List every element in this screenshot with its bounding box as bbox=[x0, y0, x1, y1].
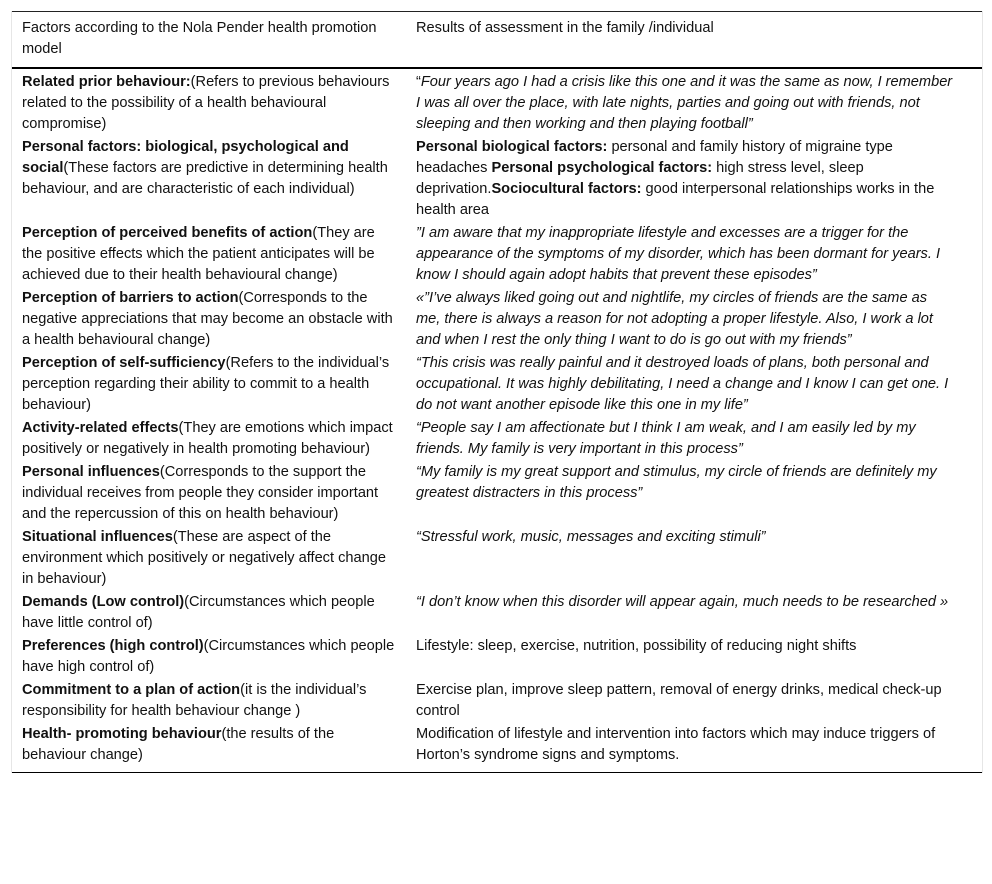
result-quote: “People say I am affectionate but I think I am weak, and I am easily led by my friends. My family is very important in this process” bbox=[416, 420, 916, 457]
table-body bbox=[12, 68, 982, 773]
factor-description: (These are aspect of the environment which positively or negatively affect change in behaviour) bbox=[22, 529, 386, 587]
result-quote: “I don’t know when this disorder will appear again, much needs to be researched » bbox=[416, 594, 949, 610]
table-row bbox=[12, 136, 982, 222]
factor-cell bbox=[12, 222, 406, 287]
factor-cell bbox=[12, 679, 406, 723]
factor-cell bbox=[12, 526, 406, 591]
table-row bbox=[12, 222, 982, 287]
factor-title: Demands (Low control) bbox=[22, 594, 185, 610]
factor-title: Situational influences bbox=[22, 529, 173, 545]
factor-cell bbox=[12, 352, 406, 417]
factor-title: Perception of perceived benefits of action bbox=[22, 225, 313, 241]
header-results: Results of assessment in the family /individual bbox=[416, 20, 714, 36]
result-text-sociocultural: good interpersonal relationships works in the health area bbox=[416, 181, 935, 218]
result-quote-open: “ bbox=[416, 74, 421, 90]
factor-title: Perception of self-sufficiency bbox=[22, 355, 226, 371]
result-cell bbox=[406, 417, 982, 461]
header-row bbox=[12, 12, 982, 69]
factor-description: (it is the individual’s responsibility for health behaviour change ) bbox=[22, 682, 367, 719]
factor-title: Related prior behaviour: bbox=[22, 74, 191, 90]
result-quote: “My family is my great support and stimulus, my circle of friends are definitely my greatest distracters in this process” bbox=[416, 464, 937, 501]
factor-title: Personal influences bbox=[22, 464, 160, 480]
result-cell bbox=[406, 723, 982, 773]
factor-description: (Circumstances which people have high control of) bbox=[22, 638, 395, 675]
factor-title: Commitment to a plan of action bbox=[22, 682, 241, 698]
table-row bbox=[12, 679, 982, 723]
table-row bbox=[12, 723, 982, 773]
result-cell bbox=[406, 635, 982, 679]
factor-title: Perception of barriers to action bbox=[22, 290, 239, 306]
table-row bbox=[12, 287, 982, 352]
result-text-biological: personal and family history of migraine type headaches bbox=[416, 139, 893, 176]
result-cell bbox=[406, 68, 982, 136]
factor-title: Health- promoting behaviour bbox=[22, 726, 222, 742]
factor-description: (Circumstances which people have little control of) bbox=[22, 594, 375, 631]
table-header bbox=[12, 12, 982, 69]
result-quote: «”I’ve always liked going out and nightlife, my circles of friends are the same as me, there is always a reason for not adopting a proper lifestyle. Also, I work a lot and when I rest the only thing I want to do is go out with my friends” bbox=[416, 290, 933, 348]
pender-model-table bbox=[12, 11, 982, 773]
result-quote: “Stressful work, music, messages and exciting stimuli” bbox=[416, 529, 766, 545]
result-cell bbox=[406, 287, 982, 352]
result-cell bbox=[406, 222, 982, 287]
factor-cell bbox=[12, 723, 406, 773]
result-quote: Four years ago I had a crisis like this one and it was the same as now, I remember I was all over the place, with late nights, parties and going out with friends, not sleeping and then working and then playing football” bbox=[416, 74, 953, 132]
factor-description: (They are emotions which impact positively or negatively in health promoting behaviour) bbox=[22, 420, 393, 457]
result-label-sociocultural: Sociocultural factors: bbox=[491, 181, 642, 197]
table-row bbox=[12, 461, 982, 526]
factor-description: (These factors are predictive in determining health behaviour, and are characteristic of each individual) bbox=[22, 160, 388, 197]
result-text-psychological: high stress level, sleep deprivation. bbox=[416, 160, 864, 197]
factor-cell bbox=[12, 635, 406, 679]
result-quote: “This crisis was really painful and it destroyed loads of plans, both personal and occupational. It was highly debilitating, I need a change and I know I can get one. I do not want another episode like this one in my life” bbox=[416, 355, 949, 413]
result-cell bbox=[406, 526, 982, 591]
result-text: Lifestyle: sleep, exercise, nutrition, possibility of reducing night shifts bbox=[416, 638, 857, 654]
pender-model-table-container bbox=[11, 11, 983, 773]
factor-cell bbox=[12, 287, 406, 352]
table-row bbox=[12, 526, 982, 591]
result-label-biological: Personal biological factors: bbox=[416, 139, 608, 155]
factor-title: Personal factors: biological, psychological and social bbox=[22, 139, 349, 176]
result-cell bbox=[406, 679, 982, 723]
factor-description: (Refers to the individual’s perception regarding their ability to commit to a health behaviour) bbox=[22, 355, 390, 413]
factor-description: (They are the positive effects which the patient anticipates will be achieved due to their health behavioural change) bbox=[22, 225, 375, 283]
factor-title: Activity-related effects bbox=[22, 420, 179, 436]
result-cell bbox=[406, 352, 982, 417]
table-row bbox=[12, 68, 982, 136]
table-row bbox=[12, 417, 982, 461]
factor-description: (the results of the behaviour change) bbox=[22, 726, 335, 763]
factor-description: (Corresponds to the support the individual receives from people they consider important and the repercussion of this on health behaviour) bbox=[22, 464, 379, 522]
header-factors: Factors according to the Nola Pender health promotion model bbox=[22, 20, 377, 57]
factor-title: Preferences (high control) bbox=[22, 638, 204, 654]
factor-cell bbox=[12, 68, 406, 136]
result-text: Modification of lifestyle and intervention into factors which may induce triggers of Horton’s syndrome signs and symptoms. bbox=[416, 726, 936, 763]
factor-description: (Corresponds to the negative appreciations that may become an obstacle with a health behavioural change) bbox=[22, 290, 393, 348]
factor-cell bbox=[12, 136, 406, 222]
result-cell bbox=[406, 461, 982, 526]
factor-description: (Refers to previous behaviours related to the possibility of a health behavioural compromise) bbox=[22, 74, 390, 132]
result-cell bbox=[406, 136, 982, 222]
table-row bbox=[12, 591, 982, 635]
factor-cell bbox=[12, 417, 406, 461]
factor-cell bbox=[12, 591, 406, 635]
table-row bbox=[12, 352, 982, 417]
table-row bbox=[12, 635, 982, 679]
result-label-psychological: Personal psychological factors: bbox=[491, 160, 713, 176]
result-quote: ”I am aware that my inappropriate lifestyle and excesses are a trigger for the appearance of the symptoms of my disorder, which has been dormant for years. I know I should again adopt habits that prevent these episodes” bbox=[416, 225, 941, 283]
factor-cell bbox=[12, 461, 406, 526]
result-cell bbox=[406, 591, 982, 635]
result-text: Exercise plan, improve sleep pattern, removal of energy drinks, medical check-up control bbox=[416, 682, 942, 719]
